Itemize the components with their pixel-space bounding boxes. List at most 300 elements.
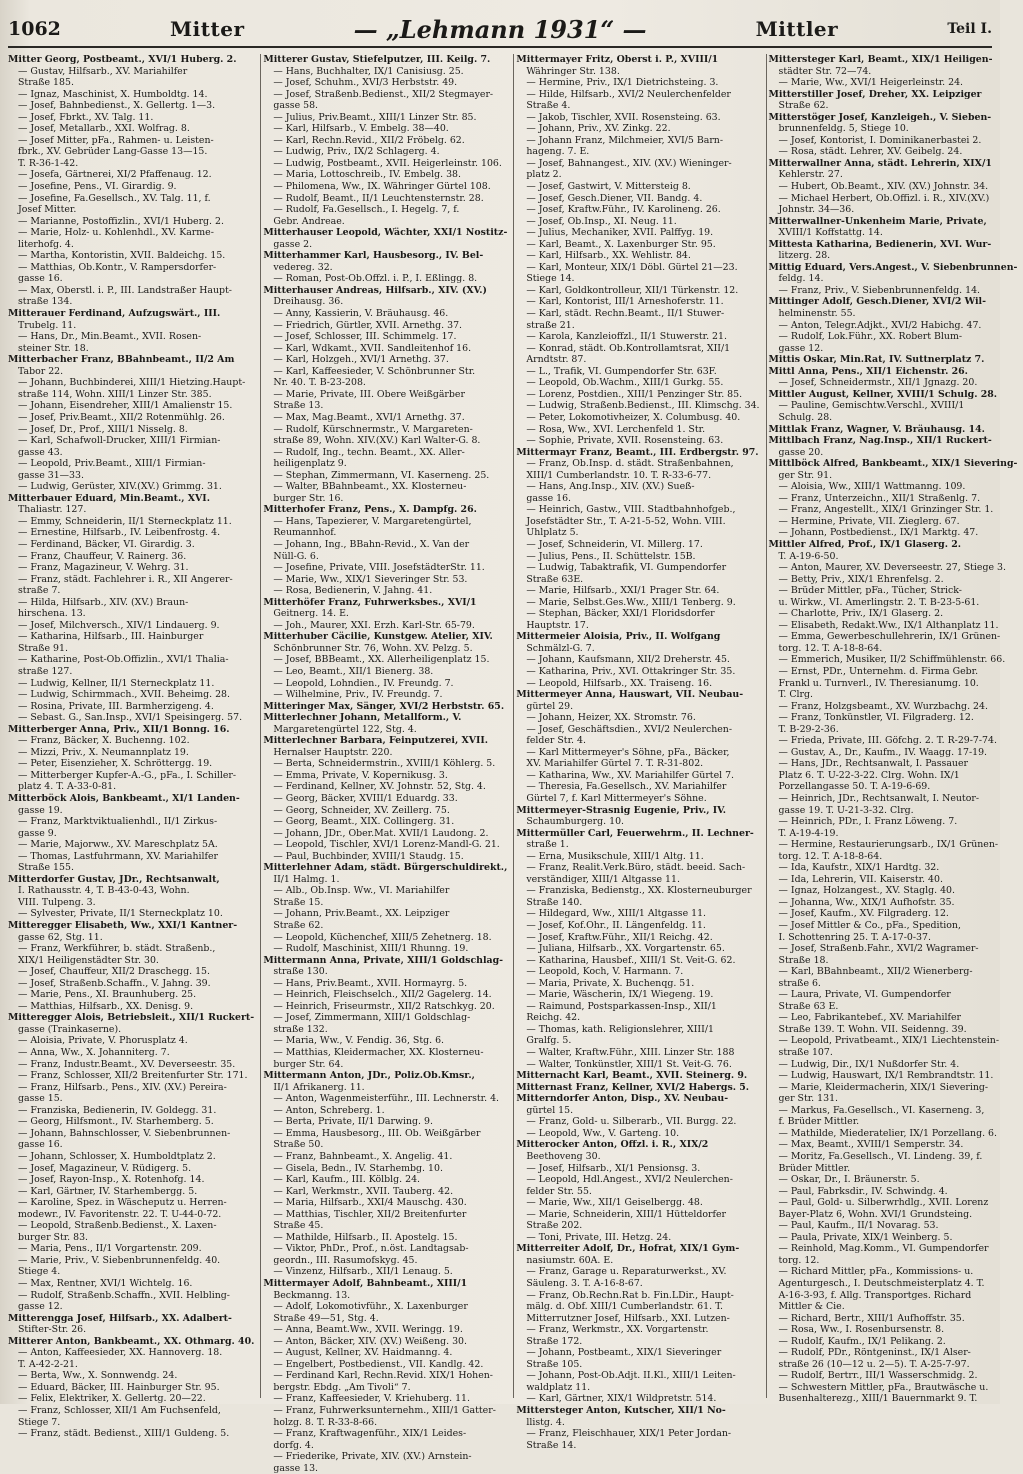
entry-line: — Johann, Heizer, XX. Stromstr. 76. bbox=[526, 712, 696, 724]
entry-line: Margaretengürtel 122, Stg. 4. bbox=[273, 723, 417, 735]
entry-line: — Katharina, Hausbef., XIII/1 St. Veit-G. 62. bbox=[526, 954, 736, 966]
entry-heading: Mittinger Adolf, Gesch.Diener, XVI/2 Wil- bbox=[768, 296, 987, 308]
entry-line: — Matthias, Kleidermacher, XX. Klosterneu- bbox=[273, 1047, 484, 1059]
entry-line: — Franz, Magazineur, V. Wehrg. 31. bbox=[18, 562, 189, 574]
entry-line: steiner Str. 18. bbox=[18, 342, 89, 354]
entry-line: T. Clrg. bbox=[778, 689, 813, 701]
entry-line: — Maria, Private, X. Buchenqg. 51. bbox=[526, 977, 695, 989]
entry-heading: Mitternast Franz, Kellner, XVI/2 Habergs. 5. bbox=[516, 1081, 750, 1093]
entry-line: — Lorenz, Postdien., XIII/1 Penzinger Str. 85. bbox=[526, 388, 743, 400]
entry-line: gasse 58. bbox=[273, 100, 319, 112]
entry-line: — Julius, Priv.Beamt., XIII/1 Linzer Str. 85. bbox=[273, 111, 477, 123]
entry-heading: Mittis Oskar, Min.Rat, IV. Suttnerplatz 7. bbox=[768, 354, 985, 366]
entry-line: burger Str. 64. bbox=[273, 1058, 344, 1070]
entry-line: — Anna, Ww., X. Johanniterg. 7. bbox=[18, 1047, 170, 1059]
entry-line: gasse 16. bbox=[526, 492, 572, 504]
entry-line: — Anton, Wagenmeisterführ., III. Lechnerstr. 4. bbox=[273, 1093, 500, 1105]
entry-line: hirschena. 13. bbox=[18, 608, 86, 620]
entry-line: — Johann, Eisendreher, XIII/1 Amalienstr 15. bbox=[18, 400, 233, 412]
entry-line: — Rudolf, Bertrr., III/1 Wasserschmidg. 2. bbox=[778, 1370, 978, 1382]
entry-heading: Mittler August, Kellner, XVIII/1 Schulg. 28. bbox=[768, 388, 998, 400]
entry-line: Schaumburgerg. 10. bbox=[526, 816, 625, 828]
entry-line: — Karl, Wdkamt., XVII. Sandleitenhof 16. bbox=[273, 342, 472, 354]
entry-line: — Ferdinand, Kellner, XV. Johnstr. 52, Stg. 4. bbox=[273, 781, 486, 793]
entry-line: — Franz, Hilfsarb., Pens., XIV. (XV.) Pereira- bbox=[18, 1081, 227, 1093]
entry-line: — Marie, Majorww., XV. Mareschplatz 5A. bbox=[18, 839, 218, 851]
entry-line: Straße 62. bbox=[778, 100, 829, 112]
entry-line: Straße 63E. bbox=[526, 573, 584, 585]
entry-line: — Georg, Hilfsmont., IV. Starhemberg. 5. bbox=[18, 1116, 214, 1128]
entry-line: u. Wirkw., VI. Amerlingstr. 2. T. B-23-5-61. bbox=[778, 596, 980, 608]
entry-line: — Hubert, Ob.Beamt., XIV. (XV.) Johnstr. 34. bbox=[778, 181, 989, 193]
entry-line: gasse 19. bbox=[18, 804, 63, 816]
entry-line: — Marianne, Postoffizlin., XVI/1 Huberg. 2. bbox=[18, 215, 224, 227]
entry-line: — Rudolf, Ing., techn. Beamt., XX. Aller- bbox=[273, 446, 465, 458]
entry-line: — Ernestine, Hilfsarb., IV. Leibenfrostg. 4. bbox=[18, 527, 221, 539]
entry-line: — Heinrich, Fleischselch., XII/2 Gagelerg. 14. bbox=[273, 989, 492, 1001]
entry-line: Nüll-G. 6. bbox=[273, 550, 319, 562]
entry-heading: Mitterauer Ferdinand, Aufzugswärt., III. bbox=[8, 308, 221, 320]
entry-heading: Mitterhofer Franz, Pens., X. Dampfg. 26. bbox=[263, 504, 477, 516]
entry-line: — Maria, Ww., V. Fendig. 36, Stg. 6. bbox=[273, 1035, 445, 1047]
entry-line: Reichg. 42. bbox=[526, 1012, 581, 1024]
entry-heading: Mitternacht Karl, Beamt., XVII. Steinerg. 9. bbox=[516, 1070, 748, 1082]
entry-heading: Mitterböck Alois, Bankbeamt., XI/1 Landen- bbox=[8, 793, 240, 804]
entry-heading: Mittig Eduard, Vers.Angest., V. Siebenbrunnen- bbox=[768, 261, 1018, 273]
entry-line: — Matthias, Ob.Kontr., V. Rampersdorfer- bbox=[18, 261, 217, 273]
column-2 bbox=[261, 54, 514, 1474]
entry-line: — Franz, Marktviktualienhdl., II/1 Zirkus- bbox=[18, 816, 218, 828]
entry-line: — Karl, Rechn.Revid., XII/2 Fröbelg. 62. bbox=[273, 134, 465, 146]
entry-line: — Josef, Kof.Ohr., II. Längenfeldg. 11. bbox=[526, 920, 706, 932]
entry-line: torg. 12. T. A-18-8-64. bbox=[778, 642, 883, 654]
entry-line: — Gustav, A., Dr., Kaufm., IV. Waagg. 17-19. bbox=[778, 746, 988, 758]
entry-line: XIII/1 Cumberlandstr. 10. T. R-33-6-77. bbox=[526, 469, 712, 481]
entry-line: felder Str. 4. bbox=[526, 735, 586, 747]
entry-line: — Raimund, Postsparkassen-Insp., XII/1 bbox=[526, 1000, 717, 1012]
entry-line: — Michael Herbert, Ob.Offizl. i. R., XIV.(XV.) bbox=[778, 192, 990, 204]
entry-line: — Rudolf, Kürschnermstr., V. Margareten- bbox=[273, 423, 473, 435]
entry-heading: Mittersteger Karl, Beamt., XIX/1 Heiligen- bbox=[768, 54, 993, 65]
entry-line: Straße 185. bbox=[18, 77, 74, 89]
entry-line: Stiege 7. bbox=[18, 1416, 61, 1428]
entry-line: Straße 18. bbox=[778, 954, 829, 966]
entry-line: — Katharina, Priv., XVI. Ottakringer Str. 35. bbox=[526, 665, 736, 677]
entry-line: — Schwestern Mittler, pFa., Brautwäsche u. bbox=[778, 1381, 989, 1393]
entry-line: — Josef, Hilfsarb., XI/1 Pensionsg. 3. bbox=[526, 1162, 701, 1174]
entry-line: — Richard Mittler, pFa., Kommissions- u. bbox=[778, 1266, 974, 1278]
entry-line: Straße 13. bbox=[273, 400, 324, 412]
entry-line: — Leopold, Lohndien., IV. Freundg. 7. bbox=[273, 677, 454, 689]
entry-line: — Josef, Ob.Insp., XI. Neug. 11. bbox=[526, 215, 677, 227]
entry-line: Frankl u. Turnverl., IV. Theresianumg. 10. bbox=[778, 677, 979, 689]
directory-columns bbox=[8, 54, 1018, 1474]
entry-line: Thaliastr. 127. bbox=[18, 504, 87, 516]
entry-line: — Heinrich, Gastw., VIII. Stadtbahnhofgeb., bbox=[526, 504, 736, 516]
entry-line: — Paul, Kaufm., II/1 Novarag. 53. bbox=[778, 1220, 939, 1232]
entry-line: — Franz, Ob.Insp. d. städt. Straßenbahnen, bbox=[526, 458, 734, 470]
entry-line: Platz 6. T. U-22-3-22. Clrg. Wohn. IX/1 bbox=[778, 769, 960, 781]
entry-line: T. R-36-1-42. bbox=[18, 157, 79, 169]
entry-line: — Franz, Schlosser, XII/2 Breitenfurter Str. 171. bbox=[18, 1070, 248, 1082]
entry-line: — Leopold, Privatbeamt., XIX/1 Liechtenstein- bbox=[778, 1035, 999, 1047]
entry-line: — Franz, Chauffeur, V. Rainerg. 36. bbox=[18, 550, 187, 562]
entry-line: — Josef, Zimmermann, XIII/1 Goldschlag- bbox=[273, 1012, 471, 1024]
entry-line: feldg. 14. bbox=[778, 273, 824, 285]
entry-line: — Martha, Kontoristin, XVII. Baldeichg. 15. bbox=[18, 250, 226, 262]
entry-line: — Marie, Pens., XI. Braunhuberg. 25. bbox=[18, 989, 197, 1001]
entry-line: — Erna, Musikschule, XIII/1 Altg. 11. bbox=[526, 850, 704, 862]
entry-line: — Rosa, städt. Lehrer, XV. Geibelg. 24. bbox=[778, 146, 963, 158]
entry-heading: Mitterer Anton, Bankbeamt., XX. Othmarg. 40. bbox=[8, 1335, 255, 1347]
entry-line: XV. Mariahilfer Gürtel 7. T. R-31-802. bbox=[526, 758, 704, 770]
entry-line: — Franz, Priv., V. Siebenbrunnenfeldg. 14. bbox=[778, 284, 981, 296]
entry-line: — Karl, Werkmstr., XVII. Tauberg. 42. bbox=[273, 1185, 454, 1197]
entry-line: — Karl, Kaffeesieder, V. Schönbrunner Str. bbox=[273, 365, 476, 377]
entry-line: — Franz, Gold- u. Silberarb., VII. Burgg. 22. bbox=[526, 1116, 737, 1128]
entry-line: — Emmy, Schneiderin, II/1 Sterneckplatz 11. bbox=[18, 515, 232, 527]
entry-line: — Franz, Schlosser, XII/1 Am Fuchsenfeld, bbox=[18, 1404, 221, 1416]
entry-line: gasse 16. bbox=[18, 1139, 63, 1151]
entry-line: Beethoveng 30. bbox=[526, 1150, 601, 1162]
entry-line: Arndtstr. 87. bbox=[526, 354, 587, 366]
entry-line: — Ludwig, Straßenb.Bedienst., III. Klimschg. 34. bbox=[526, 400, 760, 412]
entry-line: platz 2. bbox=[526, 169, 562, 181]
entry-line: VIII. Tulpeng. 3. bbox=[18, 896, 96, 908]
entry-heading: Mitterdorfer Gustav, JDr., Rechtsanwalt, bbox=[8, 873, 220, 885]
entry-line: bergstr. Ebdg. „Am Tivoli“ 7. bbox=[273, 1381, 411, 1393]
entry-line: — Ludwig, Dir., IX/1 Nußdorfer Str. 4. bbox=[778, 1058, 960, 1070]
entry-heading: Mitterberger Anna, Priv., XII/1 Bonng. 16. bbox=[8, 723, 230, 735]
header-part: Teil I. bbox=[947, 21, 992, 37]
entry-line: — Josef, Gesch.Diener, VII. Bandg. 4. bbox=[526, 192, 703, 204]
entry-line: — Josef, Kraftw.Führ., XII/1 Reichg. 42. bbox=[526, 931, 713, 943]
entry-line: — Karl, Goldkontrolleur, XII/1 Türkenstr. 12. bbox=[526, 284, 739, 296]
entry-line: — Georg, Bäcker, XVIII/1 Eduardg. 33. bbox=[273, 793, 458, 804]
entry-line: — Anna, Beamt.Ww., XVII. Weringg. 19. bbox=[273, 1324, 463, 1336]
entry-heading: Mitterhammer Karl, Hausbesorg., IV. Bel- bbox=[263, 250, 484, 262]
column-3 bbox=[514, 54, 766, 1451]
entry-line: Gürtel 7, f. Karl Mittermeyer's Söhne. bbox=[526, 793, 707, 804]
entry-line: — Leopold, Straßenb.Bedienst., X. Laxen- bbox=[18, 1220, 217, 1232]
entry-line: — Ferdinand, Bäcker, VI. Girardig. 3. bbox=[18, 538, 195, 550]
entry-line: — Franz, Angestellt., XIX/1 Grinzinger Str. 1. bbox=[778, 504, 994, 516]
entry-line: — Aloisia, Ww., XIII/1 Wattmanng. 109. bbox=[778, 481, 966, 493]
entry-line: heiligenplatz 9. bbox=[273, 458, 347, 470]
entry-line: — Mizzi, Priv., X. Neumannplatz 19. bbox=[18, 746, 189, 758]
entry-heading: Mitterhauser Leopold, Wächter, XXI/1 Nostitz- bbox=[263, 227, 508, 239]
entry-line: — Thomas, Lastfuhrmann, XV. Mariahilfer bbox=[18, 850, 219, 862]
entry-line: — Friederike, Private, XIV. (XV.) Arnstein- bbox=[273, 1451, 472, 1463]
entry-line: — Rosa, Ww., XVI. Lerchenfeld 1. Str. bbox=[526, 423, 706, 435]
entry-line: — Franz, Unterzeichn., XII/1 Straßenlg. 7. bbox=[778, 492, 981, 504]
entry-line: — Leopold, Hdl.Angest., XVI/2 Neulerchen- bbox=[526, 1174, 733, 1186]
entry-line: Busenhalterezg., XIII/1 Bauernmarkt 9. T. bbox=[778, 1393, 978, 1405]
entry-line: — Josef, Kraftw.Führ., IV. Karolineng. 26. bbox=[526, 204, 721, 216]
entry-line: Straße 15. bbox=[273, 896, 324, 908]
entry-line: — Ludwig, Tabaktrafik, VI. Gumpendorfer bbox=[526, 562, 727, 574]
entry-line: — Josef, Milchversch., XIV/1 Lindauerg. 9. bbox=[18, 619, 220, 631]
entry-line: — Laura, Private, VI. Gumpendorfer bbox=[778, 989, 951, 1001]
entry-line: — Ida, Kaufstr., XIX/1 Hardtg. 32. bbox=[778, 862, 940, 874]
entry-line: — Marie, Selbst.Ges.Ww., XIII/1 Tenberg. 9. bbox=[526, 596, 736, 608]
entry-line: — Matthias, Tischler, XII/2 Breitenfurter bbox=[273, 1208, 467, 1220]
entry-line: städter Str. 72—74. bbox=[778, 65, 872, 77]
entry-line: vedereg. 32. bbox=[273, 261, 333, 273]
entry-line: — Ludwig, Gerüster, XIV.(XV.) Grimmg. 31. bbox=[18, 481, 222, 493]
entry-line: — Josefa, Gärtnerei, XI/2 Pfaffenaug. 12. bbox=[18, 169, 212, 181]
entry-line: — Karl, Monteur, XIX/1 Döbl. Gürtel 21—23. bbox=[526, 261, 738, 273]
entry-line: — Anton, Schreberg. 1. bbox=[273, 1104, 385, 1116]
entry-heading: Mitterstiller Josef, Dreher, XX. Leipziger bbox=[768, 88, 982, 100]
entry-line: — Thomas, kath. Religionslehrer, XIII/1 bbox=[526, 1023, 714, 1035]
entry-line: — Leo, Fabrikantebef., XV. Mariahilfer bbox=[778, 1012, 962, 1024]
entry-line: Straße 105. bbox=[526, 1358, 583, 1370]
entry-line: — Josef, Geschäftsdien., XVI/2 Neulerchen- bbox=[526, 723, 732, 735]
entry-line: T. B-29-2-36. bbox=[778, 723, 839, 735]
entry-line: II/1 Afrikanerg. 11. bbox=[273, 1081, 365, 1093]
entry-line: — Johann, Ing., BBahn-Revid., X. Van der bbox=[273, 538, 470, 550]
entry-line: — Rudolf, Maschinist, XIII/1 Rhunng. 19. bbox=[273, 943, 469, 955]
entry-line: — Josefine, Fa.Gesellsch., XV. Talg. 11, f. bbox=[18, 192, 211, 204]
entry-line: geordn., III. Rasumofskyg. 45. bbox=[273, 1254, 418, 1266]
entry-line: — Leopold, Ww., V. Garteng. 10. bbox=[526, 1127, 680, 1139]
entry-line: dorfg. 4. bbox=[273, 1439, 314, 1451]
entry-heading: Mittlak Franz, Wagner, V. Bräuhausg. 14. bbox=[768, 423, 985, 435]
entry-line: — Johanna, Ww., XIX/1 Aufhofstr. 35. bbox=[778, 896, 955, 908]
entry-line: — Hans, JDr., Rechtsanwalt, I. Passauer bbox=[778, 758, 968, 770]
entry-line: Uhlplatz 5. bbox=[526, 527, 579, 539]
entry-line: — Rosa, Bedienerin, V. Jahng. 41. bbox=[273, 585, 433, 597]
entry-line: — Rudolf, Straßenb.Schaffn., XVII. Helbling- bbox=[18, 1289, 230, 1301]
entry-heading: Mitteregger Alois, Betriebsleit., XII/1 Ruckert- bbox=[8, 1012, 255, 1024]
entry-line: T. A-19-6-50. bbox=[778, 550, 839, 562]
entry-line: — Josef, Fbrkt., XV. Talg. 11. bbox=[18, 111, 154, 123]
entry-line: — Paul, Fabrksdir., IV. Schwindg. 4. bbox=[778, 1185, 948, 1197]
entry-heading: Mittesta Katharina, Bedienerin, XVI. Wur- bbox=[768, 238, 992, 250]
entry-line: Mitterrutzner Josef, Hilfsarb., XXI. Lutzen- bbox=[526, 1312, 730, 1324]
entry-line: — Hermine, Priv., IX/1 Dietrichsteing. 3. bbox=[526, 77, 719, 89]
entry-heading: Mittermeyer Anna, Hauswart, VII. Neubau- bbox=[516, 689, 744, 701]
entry-line: brunnenfeldg. 5, Stiege 10. bbox=[778, 123, 909, 135]
entry-line: straße 107. bbox=[778, 1047, 833, 1059]
entry-line: — Paul, Gold- u. Silberwrhdlg., XVII. Lorenz bbox=[778, 1197, 989, 1209]
entry-line: — Hans, Buchhalter, IX/1 Canisiusg. 25. bbox=[273, 65, 464, 77]
entry-line: — Maria, Hilfsarb., XXI/4 Mauschg. 430. bbox=[273, 1197, 467, 1209]
entry-line: — Johann Franz, Milchmeier, XVI/5 Barn- bbox=[526, 134, 724, 146]
entry-line: — Maria, Lottoschreib., IV. Embelg. 38. bbox=[273, 169, 461, 181]
entry-line: — Wilhelmine, Priv., IV. Freundg. 7. bbox=[273, 689, 443, 701]
entry-line: — Frieda, Private, III. Göfchg. 2. T. R-29-7-74. bbox=[778, 735, 997, 747]
entry-line: — Franz, Kaffeesieder, V. Kriehuberg. 11. bbox=[273, 1393, 470, 1405]
header-rule bbox=[8, 46, 992, 48]
entry-line: — Hans, Dr., Min.Beamt., XVII. Rosen- bbox=[18, 331, 202, 343]
entry-line: — Leopold, Priv.Beamt., XIII/1 Firmian- bbox=[18, 458, 206, 470]
entry-line: — Paula, Private, XIX/1 Weinberg. 5. bbox=[778, 1231, 953, 1243]
entry-line: straße 6. bbox=[778, 977, 821, 989]
entry-line: — Walter, Tonkünstler, XIII/1 St. Veit-G. 76. bbox=[526, 1058, 732, 1070]
entry-line: Straße 91. bbox=[18, 642, 68, 654]
entry-line: XVIII/1 Koffstattg. 14. bbox=[778, 227, 883, 239]
entry-heading: Mitterhuber Cäcilie, Kunstgew. Atelier, XIV. bbox=[263, 631, 493, 643]
entry-line: Geitnerg. 14. E. bbox=[273, 608, 349, 620]
entry-line: — Hans, Tapezierer, V. Margaretengürtel, bbox=[273, 515, 472, 527]
entry-heading: Mitterlehner Adam, städt. Bürgerschuldirekt., bbox=[263, 862, 508, 874]
entry-line: — Marie, Private, III. Obere Weißgärber bbox=[273, 388, 465, 400]
entry-heading: Mittler Alfred, Prof., IX/1 Glaserg. 2. bbox=[768, 538, 962, 550]
entry-line: gasse 43. bbox=[18, 446, 63, 458]
entry-heading: Mitterbacher Franz, BBahnbeamt., II/2 Am bbox=[8, 354, 235, 366]
entry-line: — Josef, BBBeamt., XX. Allerheiligenplatz 15. bbox=[273, 654, 490, 666]
header-right-word: Mittler bbox=[755, 17, 839, 41]
entry-line: — Franz, Ob.Rechn.Rat b. Fin.LDir., Haupt- bbox=[526, 1289, 734, 1301]
entry-line: — Karola, Kanzleioffzl., II/1 Stuwerstr. 21. bbox=[526, 331, 727, 343]
entry-heading: Mittermayer Adolf, Bahnbeamt., XIII/1 bbox=[263, 1277, 468, 1289]
entry-line: — Ida, Lehrerin, VII. Kaiserstr. 40. bbox=[778, 873, 943, 885]
entry-line: — Anton, Bäcker, XIV. (XV.) Weißeng. 30. bbox=[273, 1335, 467, 1347]
entry-line: — Franz, Garage u. Reparaturwerkst., XV. bbox=[526, 1266, 727, 1278]
entry-line: — Marie, Ww., XVI/1 Heigerleinstr. 24. bbox=[778, 77, 964, 89]
entry-line: — Berta, Schneidermstrin., XVIII/1 Köhlerg. 5. bbox=[273, 758, 496, 770]
entry-line: — Franz, städt. Fachlehrer i. R., XII Angerer- bbox=[18, 573, 233, 585]
entry-line: — Marie, Wäscherin, IX/1 Wiegeng. 19. bbox=[526, 989, 714, 1001]
entry-line: — Josef, Straßenb.Bedienst., XII/2 Stegmayer- bbox=[273, 88, 494, 100]
entry-line: — Marie, Hilfsarb., XXI/1 Prager Str. 64. bbox=[526, 585, 720, 597]
entry-line: — Heinrich, JDr., Rechtsanwalt, I. Neutor- bbox=[778, 793, 979, 804]
entry-heading: Mitterreiter Adolf, Dr., Hofrat, XIX/1 Gym- bbox=[516, 1243, 740, 1255]
entry-line: gasse 19. T. U-21-3-32. Clrg. bbox=[778, 804, 914, 816]
entry-line: — Toni, Private, III. Hetzg. 24. bbox=[526, 1231, 672, 1243]
entry-line: T. A-42-2-21. bbox=[18, 1358, 78, 1370]
entry-line: — Franz, Werkführer, b. städt. Straßenb., bbox=[18, 943, 216, 955]
entry-line: — Ferdinand Karl, Rechn.Revid. XIX/1 Hohen- bbox=[273, 1370, 493, 1382]
entry-heading: Mitterlechner Johann, Metallform., V. bbox=[263, 712, 462, 724]
entry-line: Stifter-Str. 26. bbox=[18, 1324, 87, 1336]
entry-line: — Mathilde, Hilfsarb., II. Apostelg. 15. bbox=[273, 1231, 458, 1243]
entry-line: gasse 12. bbox=[18, 1301, 63, 1313]
entry-line: XIX/1 Heiligenstädter Str. 30. bbox=[18, 954, 159, 966]
entry-line: — Josefine, Private, VIII. JosefstädterStr. 11. bbox=[273, 562, 485, 574]
entry-line: — Leopold, Tischler, XVI/1 Lorenz-Mandl-G. 21. bbox=[273, 839, 500, 851]
entry-line: helminenstr. 55. bbox=[778, 308, 856, 320]
entry-line: — Hans, Ang.Insp., XIV. (XV.) Sueß- bbox=[526, 481, 695, 493]
entry-line: — Johann, Postbedienst., IX/1 Marktg. 47. bbox=[778, 527, 979, 539]
entry-heading: Mitteregger Elisabeth, Ww., XXI/1 Kantner- bbox=[8, 920, 238, 932]
entry-line: — Karl, Gärtner, XIX/1 Wildpretstr. 514. bbox=[526, 1393, 717, 1405]
entry-line: gasse 15. bbox=[18, 1093, 63, 1105]
header-title: — „Lehmann 1931“ — bbox=[353, 14, 647, 44]
entry-line: — Karoline, Spez. in Wäscheputz u. Herren- bbox=[18, 1197, 227, 1209]
entry-line: — Adolf, Lokomotivführ., X. Laxenburger bbox=[273, 1301, 468, 1313]
entry-line: — Johann, Priv.Beamt., XX. Leipziger bbox=[273, 908, 450, 920]
entry-line: — Engelbert, Postbedienst., VII. Kandlg. 42. bbox=[273, 1358, 484, 1370]
entry-line: A-16-3-93, f. Allg. Transportges. Richard bbox=[778, 1289, 972, 1301]
entry-line: — Franz, Realit.Verk.Büro, städt. beeid. Sach- bbox=[526, 862, 746, 874]
entry-line: torg. 12. T. A-18-8-64. bbox=[778, 850, 883, 862]
entry-line: Straße 49—51, Stg. 4. bbox=[273, 1312, 379, 1324]
entry-line: Schönbrunner Str. 76, Wohn. XV. Pelzg. 5. bbox=[273, 642, 473, 654]
entry-heading: Mitterndorfer Anton, Disp., XV. Neubau- bbox=[516, 1093, 729, 1105]
entry-line: — Josef, Schlosser, III. Schimmelg. 17. bbox=[273, 331, 457, 343]
entry-line: I. Rathausstr. 4, T. B-43-0-43, Wohn. bbox=[18, 885, 190, 897]
entry-heading: Mittlböck Alfred, Bankbeamt., XIX/1 Sievering- bbox=[768, 458, 1018, 470]
entry-line: — Rosina, Private, III. Barmherzigeng. 4. bbox=[18, 700, 214, 712]
entry-line: Bayer-Platz 6, Wohn. XVI/1 Grundsteing. bbox=[778, 1208, 973, 1220]
entry-line: straße 127. bbox=[18, 665, 73, 677]
entry-line: — Hermine, Private, VII. Zieglerg. 67. bbox=[778, 515, 960, 527]
entry-line: — Josef, Straßenb.Fahr., XVI/2 Wagramer- bbox=[778, 943, 979, 955]
entry-line: Tabor 22. bbox=[18, 365, 64, 377]
entry-line: — Karl, Schafwoll-Drucker, XIII/1 Firmian- bbox=[18, 435, 221, 447]
entry-line: — Marie, Schneiderin, XIII/1 Hütteldorfer bbox=[526, 1208, 727, 1220]
entry-line: — Franz, Industr.Beamt., XV. Deverseestr. 35. bbox=[18, 1058, 236, 1070]
entry-heading: Mitterwallner Anna, städt. Lehrerin, XIX/1 bbox=[768, 157, 992, 169]
entry-line: — Marie, Holz- u. Kohlenhdl., XV. Karme- bbox=[18, 227, 214, 239]
entry-heading: Mittersteger Anton, Kutscher, XII/1 No- bbox=[516, 1404, 726, 1416]
entry-line: — Josef, Chauffeur, XII/2 Draschegg. 15. bbox=[18, 966, 210, 978]
entry-line: — Konrad, städt. Ob.Kontrollamtsrat, XII/1 bbox=[526, 342, 731, 354]
entry-line: Straße 139. T. Wohn. VII. Seidenng. 39. bbox=[778, 1023, 967, 1035]
entry-line: Kehlerstr. 27. bbox=[778, 169, 843, 181]
entry-line: — Rudolf, Fa.Gesellsch., I. Hegelg. 7, f. bbox=[273, 204, 460, 216]
entry-line: — Leopold, Koch, V. Harmann. 7. bbox=[526, 966, 684, 978]
entry-line: — Rudolf, PDr., Röntgeninst., IX/1 Alser- bbox=[778, 1347, 971, 1359]
entry-line: — Josef, Kaufm., XV. Filgraderg. 12. bbox=[778, 908, 949, 920]
entry-line: gasse 31—33. bbox=[18, 469, 84, 481]
entry-line: — Max, Beamt., XVIII/1 Semperstr. 34. bbox=[778, 1139, 964, 1151]
entry-line: Straße 155. bbox=[18, 862, 74, 874]
entry-heading: Mittermeier Aloisia, Priv., II. Wolfgang bbox=[516, 631, 721, 643]
entry-line: I. Schottenring 25. T. A-17-0-37. bbox=[778, 931, 931, 943]
entry-line: litzerg. 28. bbox=[778, 250, 831, 262]
entry-line: Hernalser Hauptstr. 220. bbox=[273, 746, 393, 758]
entry-line: gasse 12. bbox=[778, 342, 824, 354]
entry-line: felder Str. 55. bbox=[526, 1185, 592, 1197]
entry-line: — Franz, Bahnbeamt., X. Angelig. 41. bbox=[273, 1150, 453, 1162]
entry-line: — Reinhold, Mag.Komm., VI. Gumpendorfer bbox=[778, 1243, 989, 1255]
entry-line: — Ludwig, Schirmmach., XVII. Beheimg. 28. bbox=[18, 689, 230, 701]
entry-line: gasse 62, Stg. 11. bbox=[18, 931, 103, 943]
entry-line: — Johann, Schlosser, X. Humboldtplatz 2. bbox=[18, 1150, 216, 1162]
entry-line: Schmälzl-G. 7. bbox=[526, 642, 595, 654]
entry-line: — Katharine, Post-Ob.Offizlin., XVI/1 Thalia- bbox=[18, 654, 229, 666]
entry-line: — Betty, Priv., XIX/1 Ehrenfelsg. 2. bbox=[778, 573, 944, 585]
entry-line: — Stephan, Bäcker, XXI/1 Floridsdorfer bbox=[526, 608, 715, 620]
entry-line: straße 21. bbox=[526, 319, 575, 331]
entry-line: — Walter, Kraftw.Führ., XIII. Linzer Str. 188 bbox=[526, 1047, 735, 1059]
entry-line: — Hans, Priv.Beamt., XVII. Hormayrg. 5. bbox=[273, 977, 468, 989]
entry-heading: Mittermayr Franz, Beamt., III. Erdbergstr. 97. bbox=[516, 446, 759, 458]
entry-line: — Franziska, Bedienstg., XX. Klosterneuburger bbox=[526, 885, 752, 897]
entry-line: — Hilda, Hilfsarb., XIV. (XV.) Braun- bbox=[18, 596, 189, 608]
entry-line: — Rosa, Ww., I. Rosenbursenstr. 8. bbox=[778, 1324, 945, 1336]
entry-line: Gebr. Andreae. bbox=[273, 215, 345, 227]
entry-line: — Josef Mitter, pFa., Rahmen- u. Leisten- bbox=[18, 134, 214, 146]
entry-line: — Max, Rentner, XVI/1 Wichtelg. 16. bbox=[18, 1277, 193, 1289]
entry-line: Stiege 4. bbox=[18, 1266, 61, 1278]
entry-line: — Johann, Post-Ob.Adjt. II.Kl., XIII/1 Leiten- bbox=[526, 1370, 736, 1382]
entry-line: hageng. 7. E. bbox=[526, 146, 590, 158]
entry-line: Straße 140. bbox=[526, 896, 583, 908]
entry-line: — Georg, Beamt., XIX. Collingerg. 31. bbox=[273, 816, 455, 828]
entry-line: Mittler & Cie. bbox=[778, 1301, 845, 1313]
entry-line: — Ernst, PDr., Unternehm. d. Firma Gebr. bbox=[778, 665, 979, 677]
entry-line: Beckmanng. 13. bbox=[273, 1289, 351, 1301]
entry-line: — Stephan, Zimmermann, VI. Kaserneng. 25. bbox=[273, 469, 490, 481]
entry-line: — Hildegard, Ww., XIII/1 Altgasse 11. bbox=[526, 908, 707, 920]
entry-line: — Franz, Holzgsbeamt., XV. Wurzbachg. 24. bbox=[778, 700, 988, 712]
entry-line: — Josef, Bahnangest., XIV. (XV.) Wieninger- bbox=[526, 157, 732, 169]
